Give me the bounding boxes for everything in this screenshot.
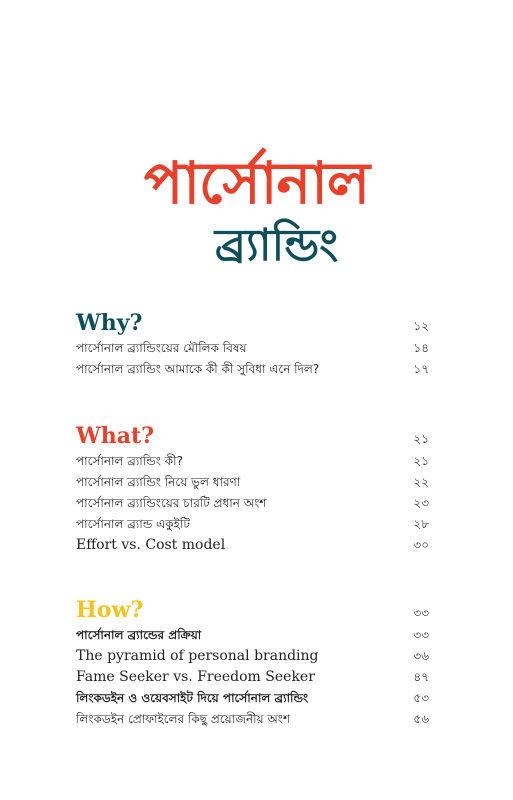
toc-entry[interactable] — [76, 516, 429, 537]
toc-entry[interactable] — [76, 495, 429, 516]
toc-entry-page: ২২ — [413, 475, 429, 489]
toc-entry[interactable] — [76, 690, 429, 711]
toc-entry[interactable] — [76, 711, 429, 732]
section-title: What? — [76, 423, 155, 449]
toc-entry-label: পার্সোনাল ব্র্যান্ডিং কী? — [76, 454, 183, 468]
section-title: How? — [76, 597, 144, 623]
title-sub: ব্র্যান্ডিং — [214, 220, 339, 271]
title-main: পার্সোনাল — [143, 149, 370, 217]
toc-entry[interactable] — [76, 361, 429, 382]
toc-entry-label: পার্সোনাল ব্র্যান্ড একুইটি — [76, 517, 190, 531]
toc-entry-page: ৩৩ — [413, 628, 429, 642]
section-how — [76, 597, 429, 732]
book-title — [0, 148, 513, 274]
toc-entry-label: পার্সোনাল ব্র্যান্ডিংয়ের চারটি প্রধান অংশ — [76, 496, 267, 510]
toc-entry-page: ১৪ — [413, 341, 429, 355]
section-page: ১২ — [413, 319, 429, 333]
section-what — [76, 423, 429, 558]
section-header — [76, 310, 429, 340]
toc-entry-page: ৪৭ — [413, 670, 429, 684]
toc-entry-page: ৩৬ — [413, 649, 429, 663]
toc-entry-label: The pyramid of personal branding — [76, 648, 319, 664]
toc-entry[interactable] — [76, 453, 429, 474]
toc-entry[interactable] — [76, 669, 429, 690]
toc-entry-page: ২৩ — [413, 496, 429, 510]
toc-entry-page: ২৮ — [413, 517, 429, 531]
section-title: Why? — [76, 310, 143, 336]
toc-entry[interactable] — [76, 627, 429, 648]
toc-entry[interactable] — [76, 340, 429, 361]
section-page: ২১ — [413, 432, 429, 446]
toc-entry-page: ৫৬ — [413, 712, 429, 726]
toc-entry-label: লিংকডইন ও ওয়েবসাইট দিয়ে পার্সোনাল ব্র্যান্ডিং — [76, 691, 309, 705]
section-why — [76, 310, 429, 382]
section-page: ৩৩ — [413, 606, 429, 620]
toc-entry[interactable] — [76, 474, 429, 495]
toc-entry-page: ২১ — [413, 454, 429, 468]
toc-entry-label: Effort vs. Cost model — [76, 537, 226, 553]
toc-entry[interactable] — [76, 537, 429, 558]
section-header — [76, 423, 429, 453]
toc-entry[interactable] — [76, 648, 429, 669]
toc-entry-label: Fame Seeker vs. Freedom Seeker — [76, 669, 315, 685]
toc-entry-page: ৩০ — [413, 538, 429, 552]
toc-entry-label: পার্সোনাল ব্র্যান্ডের প্রক্রিয়া — [76, 628, 202, 642]
toc-entry-page: ১৭ — [413, 362, 429, 376]
toc-entry-label: লিংকডইন প্রোফাইলের কিছু প্রয়োজনীয় অংশ — [76, 712, 291, 726]
section-header — [76, 597, 429, 627]
toc-entry-label: পার্সোনাল ব্র্যান্ডিং আমাকে কী কী সুবিধা এনে দিল? — [76, 362, 320, 376]
toc-entry-label: পার্সোনাল ব্র্যান্ডিংয়ের মৌলিক বিষয় — [76, 341, 247, 355]
toc-entry-page: ৫৩ — [413, 691, 429, 705]
toc-entry-label: পার্সোনাল ব্র্যান্ডিং নিয়ে ভুল ধারণা — [76, 475, 241, 489]
